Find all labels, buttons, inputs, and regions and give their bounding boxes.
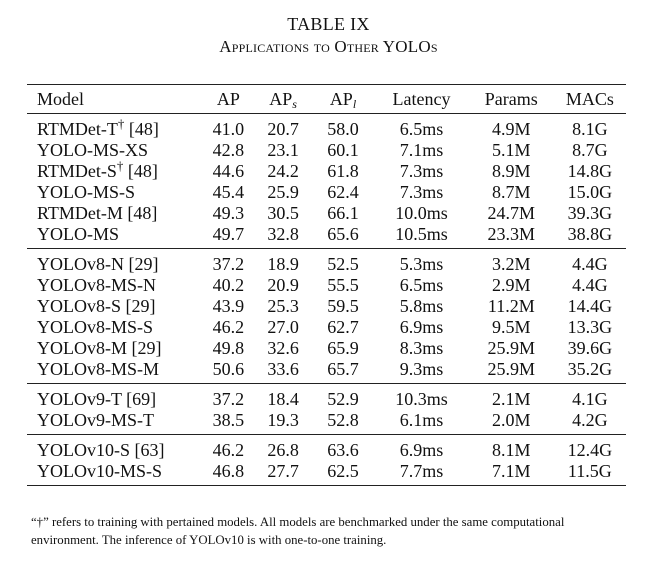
cell-latency: 7.3ms <box>399 161 444 181</box>
cell-latency: 10.5ms <box>395 224 448 244</box>
cell-macs: 13.3G <box>567 317 613 337</box>
header-ap-large <box>312 85 374 114</box>
cell-ap: 45.4 <box>212 182 245 202</box>
table-row <box>27 114 626 141</box>
cell-params: 7.1M <box>492 461 531 481</box>
cell-ap-small: 23.1 <box>267 140 299 160</box>
cell-ap: 46.2 <box>212 317 245 337</box>
cell-model: YOLOv8-M [29] <box>37 338 162 358</box>
cell-ap: 49.3 <box>212 203 245 223</box>
cell-latency: 6.1ms <box>399 410 444 430</box>
table-row <box>27 275 626 296</box>
cell-ap-large: 63.6 <box>327 440 359 460</box>
cell-macs: 39.3G <box>567 203 613 223</box>
cell-macs: 15.0G <box>567 182 613 202</box>
cell-ap: 46.8 <box>212 461 245 481</box>
cell-params: 8.9M <box>492 161 531 181</box>
cell-latency: 7.3ms <box>399 182 444 202</box>
cell-latency: 6.9ms <box>399 440 444 460</box>
cell-ap-large: 65.7 <box>327 359 359 379</box>
cell-params: 9.5M <box>492 317 531 337</box>
cell-ap-small: 24.2 <box>267 161 299 181</box>
cell-params: 25.9M <box>487 359 536 379</box>
header-ap-large-sub: l <box>352 96 357 111</box>
cell-macs: 4.1G <box>572 389 608 409</box>
cell-ap: 49.7 <box>212 224 245 244</box>
header-ap-small-sub: s <box>292 96 297 111</box>
cell-ap-large: 55.5 <box>327 275 359 295</box>
cell-model: YOLOv10-MS-S <box>37 461 163 481</box>
cell-ap-small: 27.7 <box>267 461 299 481</box>
cell-params: 2.9M <box>492 275 531 295</box>
cell-model: YOLOv8-S [29] <box>37 296 156 316</box>
table-row <box>27 182 626 203</box>
table-row <box>27 224 626 249</box>
table-row <box>27 435 626 462</box>
cell-params: 11.2M <box>487 296 535 316</box>
header-macs: MACs <box>565 88 614 109</box>
table-title: Applications to Other YOLOs <box>219 37 438 56</box>
cell-latency: 5.3ms <box>399 254 444 274</box>
cell-params: 8.1M <box>492 440 531 460</box>
cell-ap-large: 58.0 <box>327 119 359 139</box>
cell-latency: 9.3ms <box>399 359 444 379</box>
cell-macs: 4.2G <box>572 410 608 430</box>
cell-macs: 35.2G <box>567 359 613 379</box>
cell-model: RTMDet-S† [48] <box>37 158 158 181</box>
table-row <box>27 296 626 317</box>
cell-ap: 40.2 <box>212 275 245 295</box>
cell-model: YOLO-MS <box>37 224 120 244</box>
cell-macs: 4.4G <box>572 275 608 295</box>
cell-macs: 11.5G <box>567 461 612 481</box>
cell-params: 8.7M <box>492 182 531 202</box>
cell-params: 4.9M <box>492 119 531 139</box>
cell-ap-small: 25.3 <box>267 296 299 316</box>
cell-ap-small: 25.9 <box>267 182 299 202</box>
cell-ap-large: 66.1 <box>327 203 359 223</box>
cell-params: 2.0M <box>492 410 531 430</box>
cell-latency: 7.7ms <box>399 461 444 481</box>
cell-latency: 10.3ms <box>395 389 448 409</box>
header-row <box>27 85 626 114</box>
cell-model: YOLOv8-MS-S <box>37 317 154 337</box>
cell-macs: 14.8G <box>567 161 613 181</box>
cell-ap: 46.2 <box>212 440 245 460</box>
cell-model: YOLOv9-T [69] <box>37 389 157 409</box>
cell-ap-small: 20.7 <box>267 119 299 139</box>
header-ap-small <box>254 85 312 114</box>
cell-params: 25.9M <box>487 338 536 358</box>
cell-macs: 38.8G <box>567 224 613 244</box>
cell-ap-small: 32.6 <box>267 338 299 358</box>
cell-model: YOLO-MS-XS <box>37 140 149 160</box>
cell-macs: 4.4G <box>572 254 608 274</box>
cell-macs: 39.6G <box>567 338 613 358</box>
table-row <box>27 338 626 359</box>
cell-ap-small: 26.8 <box>267 440 299 460</box>
group-rtmdet <box>27 114 626 249</box>
cell-model: YOLOv8-MS-M <box>37 359 160 379</box>
cell-ap-small: 19.3 <box>267 410 299 430</box>
cell-latency: 8.3ms <box>399 338 444 358</box>
cell-params: 3.2M <box>492 254 531 274</box>
cell-model: YOLOv9-MS-T <box>37 410 154 430</box>
cell-ap: 37.2 <box>212 389 245 409</box>
cell-macs: 8.7G <box>572 140 608 160</box>
table-row <box>27 384 626 411</box>
cell-params: 24.7M <box>487 203 536 223</box>
cell-ap-small: 18.4 <box>267 389 299 409</box>
header-ap-large-base: AP <box>329 88 353 109</box>
cell-ap-small: 30.5 <box>267 203 299 223</box>
cell-ap: 41.0 <box>212 119 245 139</box>
cell-latency: 7.1ms <box>399 140 444 160</box>
cell-ap-small: 32.8 <box>267 224 299 244</box>
cell-latency: 6.5ms <box>399 275 444 295</box>
table-row <box>27 203 626 224</box>
group-yolov9 <box>27 384 626 435</box>
header-ap: AP <box>216 88 240 109</box>
group-yolov8 <box>27 249 626 384</box>
cell-latency: 6.5ms <box>399 119 444 139</box>
cell-macs: 12.4G <box>567 440 613 460</box>
cell-ap-large: 59.5 <box>327 296 359 316</box>
cell-params: 5.1M <box>492 140 531 160</box>
table-row <box>27 249 626 276</box>
cell-ap-large: 61.8 <box>327 161 359 181</box>
cell-ap-large: 65.6 <box>327 224 359 244</box>
cell-ap: 43.9 <box>212 296 245 316</box>
cell-ap-large: 60.1 <box>327 140 359 160</box>
cell-model: RTMDet-T† [48] <box>37 116 159 139</box>
cell-ap-small: 27.0 <box>267 317 299 337</box>
cell-ap: 42.8 <box>212 140 245 160</box>
cell-latency: 10.0ms <box>395 203 448 223</box>
cell-ap-small: 33.6 <box>267 359 299 379</box>
cell-model: YOLOv10-S [63] <box>37 440 165 460</box>
cell-model: YOLOv8-N [29] <box>37 254 159 274</box>
table-footnote: “†” refers to training with pertained models. All models are benchmarked under the same computational environment. The inference of YOLOv10 is with one-to-one training. <box>31 515 565 547</box>
table-header <box>27 85 626 114</box>
table-row <box>27 410 626 435</box>
table-row <box>27 317 626 338</box>
cell-ap-large: 52.9 <box>327 389 359 409</box>
cell-model: RTMDet-M [48] <box>37 203 158 223</box>
cell-ap-large: 52.5 <box>327 254 359 274</box>
cell-ap-large: 62.7 <box>327 317 359 337</box>
cell-ap: 44.6 <box>212 161 245 181</box>
cell-params: 2.1M <box>492 389 531 409</box>
cell-ap-small: 18.9 <box>267 254 299 274</box>
cell-macs: 8.1G <box>572 119 608 139</box>
table-row <box>27 161 626 182</box>
cell-ap: 49.8 <box>212 338 245 358</box>
header-params: Params <box>484 88 538 109</box>
table-row <box>27 461 626 486</box>
cell-params: 23.3M <box>487 224 536 244</box>
cell-model: YOLOv8-MS-N <box>37 275 156 295</box>
cell-ap-large: 65.9 <box>327 338 359 358</box>
cell-latency: 5.8ms <box>399 296 444 316</box>
table-number: TABLE IX <box>287 14 370 34</box>
cell-ap: 50.6 <box>212 359 245 379</box>
cell-ap-large: 62.5 <box>327 461 359 481</box>
header-model: Model <box>37 88 84 109</box>
cell-ap-large: 62.4 <box>327 182 359 202</box>
table-row <box>27 359 626 384</box>
cell-ap-large: 52.8 <box>327 410 359 430</box>
cell-ap: 38.5 <box>212 410 245 430</box>
group-yolov10 <box>27 435 626 486</box>
header-latency: Latency <box>392 88 451 109</box>
cell-model: YOLO-MS-S <box>37 182 136 202</box>
header-ap-small-base: AP <box>269 88 293 109</box>
cell-latency: 6.9ms <box>399 317 444 337</box>
cell-macs: 14.4G <box>567 296 613 316</box>
cell-ap-small: 20.9 <box>267 275 299 295</box>
results-table <box>27 84 626 486</box>
cell-ap: 37.2 <box>212 254 245 274</box>
